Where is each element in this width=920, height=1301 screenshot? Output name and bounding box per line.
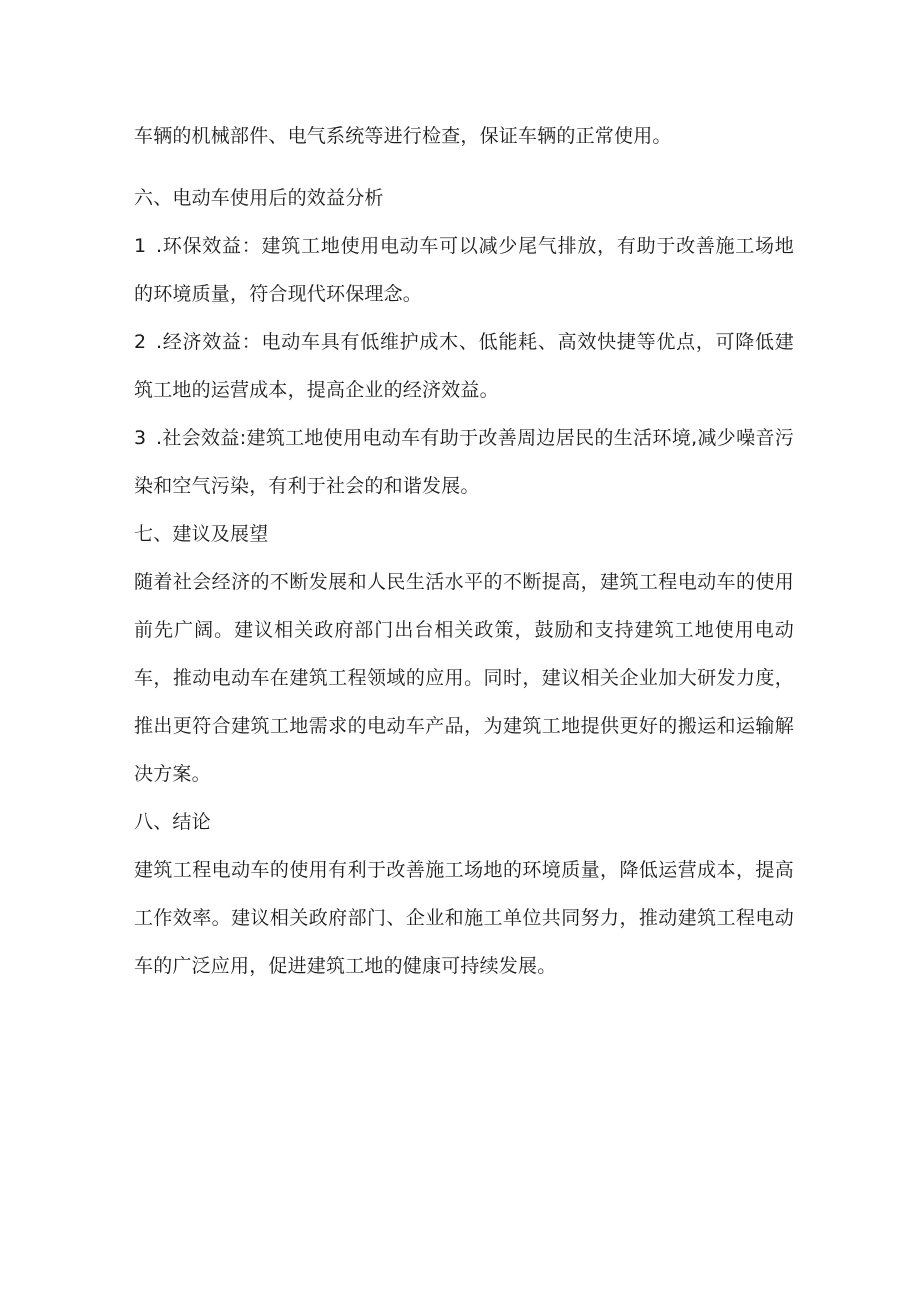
item-text: .环保效益：建筑工地使用电动车可以减少尾气排放，有助于改善施工场地的环境质量，符合现代环保理念。	[134, 235, 794, 305]
section-7-body: 随着社会经济的不断发展和人民生活水平的不断提高，建筑工程电动车的使用前先广阔。建议相关政府部门出台相关政策，鼓励和支持建筑工地使用电动车，推动电动车在建筑工程领域的应用。同时，建议相关企业加大研发力度，推出更符合建筑工地需求的电动车产品，为建筑工地提供更好的搬运和运输解决方案。	[134, 571, 794, 785]
document-body	[134, 112, 794, 990]
benefit-item-economic	[134, 318, 794, 414]
benefit-item-environmental	[134, 222, 794, 318]
section-8-body: 建筑工程电动车的使用有利于改善施工场地的环境质量，降低运营成本，提高工作效率。建议相关政府部门、企业和施工单位共同努力，推动建筑工程电动车的广泛应用，促进建筑工地的健康可持续发展。	[134, 859, 794, 977]
benefit-item-social	[134, 414, 794, 510]
item-text: .社会效益:建筑工地使用电动车有助于改善周边居民的生活环境,减少噪音污染和空气污染，有利于社会的和谐发展。	[134, 427, 794, 497]
intro-paragraph-tail: 车辆的机械部件、电气系统等进行检查，保证车辆的正常使用。	[134, 125, 672, 147]
item-number: 2	[134, 331, 147, 353]
section-8-heading: 八、结论	[134, 811, 211, 833]
section-7-heading: 七、建议及展望	[134, 523, 269, 545]
item-text: .经济效益：电动车具有低维护成木、低能耗、高效快捷等优点，可降低建筑工地的运营成本，提高企业的经济效益。	[134, 331, 794, 401]
item-number: 3	[134, 427, 147, 449]
section-6-heading: 六、电动车使用后的效益分析	[134, 187, 384, 209]
item-number: 1	[134, 235, 147, 257]
